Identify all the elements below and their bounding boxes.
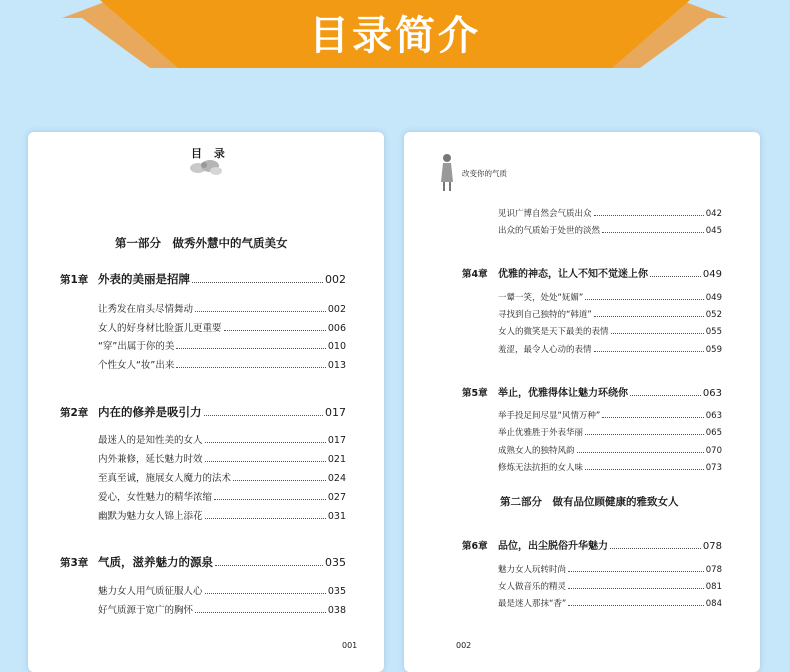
section-title: 女人做音乐的精灵 <box>498 582 567 592</box>
leader-dots <box>602 417 703 418</box>
part-two-title: 第二部分 做有品位顾健康的雅致女人 <box>500 496 679 508</box>
section-title: 爱心，女性魅力的精华浓缩 <box>98 492 213 503</box>
section-page: 013 <box>327 360 346 371</box>
section-title: 最是迷人那抹“香” <box>498 599 567 609</box>
leader-dots <box>176 348 326 349</box>
leader-dots <box>594 215 704 216</box>
section-page: 031 <box>327 511 346 522</box>
chapter-3-entry[interactable] <box>98 554 346 570</box>
leader-dots <box>176 367 326 368</box>
section-title: 让秀发在肩头尽情舞动 <box>98 304 194 315</box>
leader-dots <box>630 395 701 396</box>
toc-section-entry[interactable] <box>98 320 346 334</box>
chapter-1-page: 002 <box>325 273 346 286</box>
toc-section-entry[interactable] <box>498 224 722 236</box>
toc-section-entry[interactable] <box>98 470 346 484</box>
leader-dots <box>205 518 326 519</box>
section-title: 幽默为魅力女人锦上添花 <box>98 511 203 522</box>
chapter-6-entry[interactable] <box>498 537 722 552</box>
section-title: 个性女人“妆”出来 <box>98 360 175 371</box>
toc-section-entry[interactable] <box>498 207 722 219</box>
chapter-6-page: 078 <box>702 541 722 552</box>
chapter-2-page: 017 <box>325 406 346 419</box>
leader-dots <box>195 311 326 312</box>
chapter-1-number: 第1章 <box>60 274 89 286</box>
section-title: 羞涩，最令人心动的表情 <box>498 345 592 355</box>
leader-dots <box>192 282 323 283</box>
section-title: 成熟女人的独特风韵 <box>498 446 575 456</box>
section-title: 修炼无法抗拒的女人味 <box>498 463 584 473</box>
chapter-2-number: 第2章 <box>60 407 89 419</box>
leader-dots <box>611 333 704 334</box>
section-title: 女人的微笑是天下最美的表情 <box>498 327 609 337</box>
toc-section-entry[interactable] <box>498 444 722 456</box>
toc-section-entry[interactable] <box>98 451 346 465</box>
toc-page-right <box>404 132 760 672</box>
section-title: 女人的好身材比脸蛋儿更重要 <box>98 323 222 334</box>
leader-dots <box>585 469 704 470</box>
section-page: 065 <box>705 428 722 438</box>
section-page: 010 <box>327 341 346 352</box>
section-title: 好气质源于宽广的胸怀 <box>98 605 194 616</box>
part-one-title: 第一部分 做秀外慧中的气质美女 <box>115 236 288 250</box>
chapter-5-entry[interactable] <box>498 384 722 399</box>
floral-ornament-icon <box>186 157 224 177</box>
chapter-5-number: 第5章 <box>462 388 488 399</box>
section-page: 035 <box>327 586 346 597</box>
chapter-2-entry[interactable] <box>98 404 346 420</box>
toc-section-entry[interactable] <box>98 583 346 597</box>
section-title: 见识广博自然会气质出众 <box>498 209 592 219</box>
section-title: “穿”出属于你的美 <box>98 341 175 352</box>
toc-section-entry[interactable] <box>498 597 722 609</box>
toc-section-entry[interactable] <box>498 409 722 421</box>
toc-section-entry[interactable] <box>498 308 722 320</box>
section-page: 070 <box>705 446 722 456</box>
chapter-1-title: 外表的美丽是招牌 <box>98 272 190 286</box>
chapter-6-number: 第6章 <box>462 541 488 552</box>
chapter-5-title: 举止，优雅得体让魅力环绕你 <box>498 388 628 399</box>
toc-section-entry[interactable] <box>98 301 346 315</box>
section-page: 045 <box>705 226 722 236</box>
section-title: 一颦一笑，处处“妩媚” <box>498 293 584 303</box>
section-title: 至真至诚，施展女人魔力的法术 <box>98 473 232 484</box>
toc-section-entry[interactable] <box>98 602 346 616</box>
section-title: 内外兼修，延长魅力时效 <box>98 454 203 465</box>
section-page: 078 <box>705 565 722 575</box>
chapter-3-title: 气质，滋养魅力的源泉 <box>98 555 213 569</box>
section-title: 举手投足间尽显“风情万种” <box>498 411 601 421</box>
leader-dots <box>214 499 326 500</box>
toc-section-entry[interactable] <box>498 461 722 473</box>
leader-dots <box>204 415 324 416</box>
title-banner <box>0 0 790 80</box>
chapter-2-title: 内在的修养是吸引力 <box>98 405 202 419</box>
chapter-1-entry[interactable] <box>98 271 346 287</box>
page-number: 001 <box>342 641 358 650</box>
leader-dots <box>195 612 326 613</box>
chapter-5-page: 063 <box>702 388 722 399</box>
leader-dots <box>568 571 704 572</box>
leader-dots <box>205 461 326 462</box>
leader-dots <box>568 605 703 606</box>
section-title: 出众的气质始于处世的淡然 <box>498 226 601 236</box>
leader-dots <box>577 452 704 453</box>
page-number: 002 <box>456 641 472 650</box>
section-page: 049 <box>705 293 722 303</box>
chapter-3-number: 第3章 <box>60 557 89 569</box>
section-page: 017 <box>327 435 346 446</box>
chapter-4-number: 第4章 <box>462 269 488 280</box>
toc-page-left <box>28 132 384 672</box>
section-page: 024 <box>327 473 346 484</box>
section-page: 042 <box>705 209 722 219</box>
section-page: 021 <box>327 454 346 465</box>
leader-dots <box>568 588 704 589</box>
leader-dots <box>602 232 704 233</box>
toc-section-entry[interactable] <box>498 426 722 438</box>
section-page: 038 <box>327 605 346 616</box>
section-page: 059 <box>705 345 722 355</box>
chapter-6-title: 品位，出尘脱俗升华魅力 <box>498 541 608 552</box>
leader-dots <box>650 276 701 277</box>
section-page: 006 <box>327 323 346 334</box>
section-title: 魅力女人玩转时尚 <box>498 565 567 575</box>
leader-dots <box>205 442 326 443</box>
leader-dots <box>205 593 326 594</box>
chapter-3-page: 035 <box>325 556 346 569</box>
section-page: 084 <box>705 599 722 609</box>
toc-section-entry[interactable] <box>498 325 722 337</box>
section-title: 最迷人的是知性美的女人 <box>98 435 203 446</box>
chapter-4-title: 优雅的神态，让人不知不觉迷上你 <box>498 269 648 280</box>
toc-section-entry[interactable] <box>498 563 722 575</box>
leader-dots <box>610 548 701 549</box>
leader-dots <box>585 434 704 435</box>
section-title: 举止优雅胜于外表华丽 <box>498 428 584 438</box>
chapter-4-page: 049 <box>702 269 722 280</box>
toc-section-entry[interactable] <box>98 357 346 371</box>
toc-section-entry[interactable] <box>98 508 346 522</box>
toc-section-entry[interactable] <box>98 338 346 352</box>
leader-dots <box>594 316 704 317</box>
banner-title: 目录简介 <box>309 13 481 59</box>
woman-figure-icon <box>438 152 456 192</box>
running-header: 改变你的气质 <box>462 169 507 178</box>
section-title: 魅力女人用气质征服人心 <box>98 586 203 597</box>
section-page: 063 <box>705 411 722 421</box>
toc-section-entry[interactable] <box>498 291 722 303</box>
section-page: 055 <box>705 327 722 337</box>
chapter-4-entry[interactable] <box>498 265 722 280</box>
section-page: 002 <box>327 304 346 315</box>
leader-dots <box>224 330 326 331</box>
toc-section-entry[interactable] <box>98 489 346 503</box>
section-page: 073 <box>705 463 722 473</box>
section-page: 027 <box>327 492 346 503</box>
leader-dots <box>585 299 703 300</box>
leader-dots <box>215 565 323 566</box>
toc-section-entry[interactable] <box>98 432 346 446</box>
section-page: 052 <box>705 310 722 320</box>
leader-dots <box>233 480 326 481</box>
toc-section-entry[interactable] <box>498 343 722 355</box>
section-page: 081 <box>705 582 722 592</box>
section-title: 寻找到自己独特的“韩道” <box>498 310 592 320</box>
leader-dots <box>594 351 704 352</box>
toc-section-entry[interactable] <box>498 580 722 592</box>
toc-title: 目 录 <box>191 147 229 160</box>
